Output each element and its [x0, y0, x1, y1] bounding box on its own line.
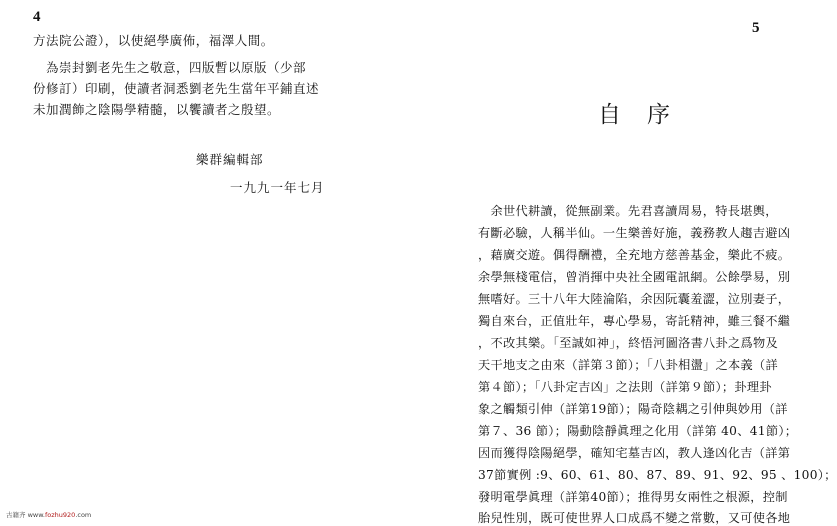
page-heading: 自序 — [598, 102, 696, 128]
text-line: 為崇封劉老先生之敬意，四版暫以原版（少部 — [33, 60, 307, 75]
text-line: 方法院公證），以使絕學廣佈，福澤人間。 — [33, 33, 274, 48]
text-line: 有斷必驗，人稱半仙。一生樂善好施，義務教人趨吉避凶 — [478, 226, 791, 240]
watermark-footer — [6, 510, 91, 519]
text-line: 象之觸類引伸（詳第19節）；陽奇陰耦之引伸與妙用（詳 — [478, 402, 788, 416]
text-line: 余世代耕讀，從無副業。先君喜讀周易，特長堪輿， — [478, 204, 778, 218]
text-line: 余學無棧電信，曾消揮中央社全國電訊網。公餘學易，別 — [478, 270, 791, 284]
right-page-number: 5 — [752, 20, 760, 36]
text-line: 37節實例 :9、60、61、80、87、89、91、92、95 、100）； — [478, 468, 837, 482]
text-line: 未加潤飾之陰陽學精髓，以饗讀者之殷望。 — [33, 102, 281, 117]
text-line: 發明電學眞理（詳第40節）；推得男女兩性之根源，控制 — [478, 490, 788, 504]
footer-suffix: .com — [75, 511, 92, 519]
signature-org: 樂群編輯部 — [196, 152, 264, 167]
text-line: 第７、36 節）；陽動陰靜眞理之化用（詳第 40、41節）； — [478, 424, 798, 438]
text-line: 天干地支之由來（詳第３節）；「八卦相盪」之本義（詳 — [478, 358, 778, 372]
text-line: 因而獲得陰陽絕學，確知宅墓吉凶，教人逢凶化吉（詳第 — [478, 446, 791, 460]
text-line: 無嗜好。三十八年大陸淪陷，余因阮囊羞澀，泣別妻子， — [478, 292, 791, 306]
text-line: 第４節）；「八卦定吉凶」之法則（詳第９節）；卦理卦 — [478, 380, 772, 394]
left-page-number: 4 — [33, 9, 41, 25]
text-line: 胎兒性別，既可使世界人口成爲不變之常數，又可使各地 — [478, 511, 791, 525]
footer-label: 古籍齐 www. — [6, 511, 45, 519]
text-line: ，不改其樂。「至誠如神」，終悟河圖洛書八卦之爲物及 — [478, 336, 778, 350]
footer-site: fozhu920 — [44, 511, 76, 519]
text-line: ，藉廣交遊。偶得酬禮，全充地方慈善基金，樂此不疲。 — [478, 248, 791, 262]
text-line: 獨自來台，正值壯年，專心學易，寄託精神，雖三餐不繼 — [478, 314, 791, 328]
text-line: 份修訂）印刷，使讀者洞悉劉老先生當年平鋪直述 — [33, 81, 320, 96]
signature-date: 一九九一年七月 — [230, 180, 325, 195]
